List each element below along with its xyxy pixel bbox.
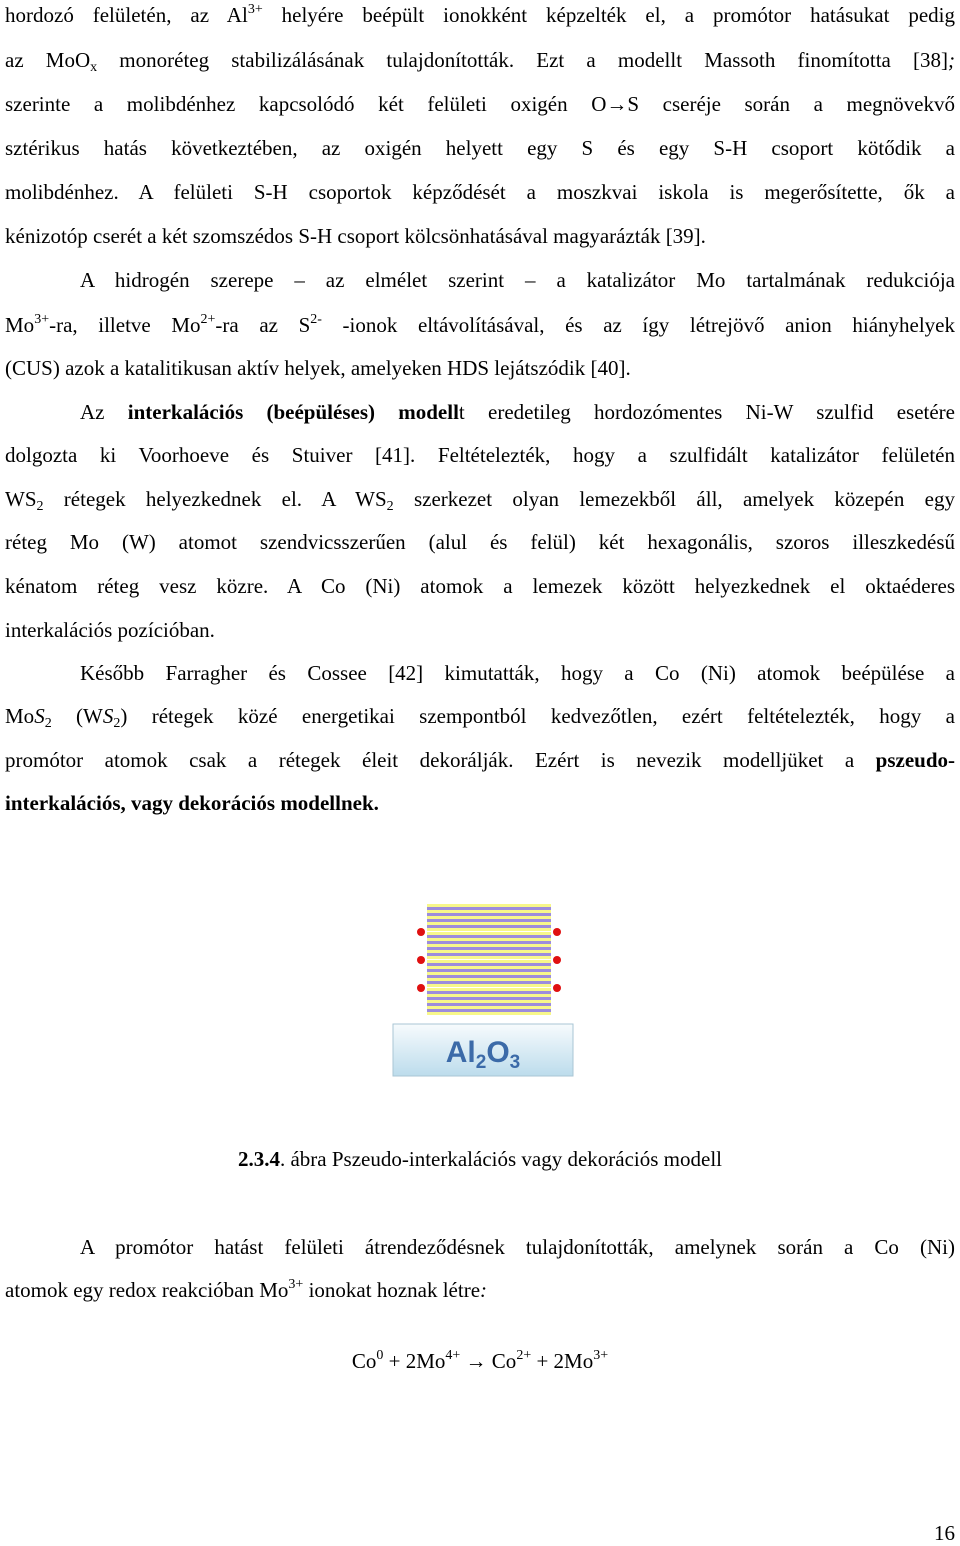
text-line-l02: az MoO$_x$ monoréteg stabilizálásának tulajdonították. Ezt a modellt Massoth finomította [38];: [5, 48, 955, 75]
redox-equation: [0, 1349, 960, 1374]
layer-stripe: [427, 972, 551, 975]
promoter-dot: [417, 928, 425, 936]
text-line-l16: Később Farragher és Cossee [42] kimutatták, hogy a Co (Ni) atomok beépülése a: [80, 661, 955, 685]
layer-stripe: [427, 938, 551, 941]
layer-stripe: [427, 988, 551, 991]
promoter-dot: [553, 928, 561, 936]
layer-stripe: [427, 991, 551, 994]
eq-charge: 0: [376, 1348, 384, 1363]
text-line-l12: $WS_2$ rétegek helyezkednek el. A $WS_2$ szerkezet olyan lemezekből áll, amelyek közepén egy: [5, 487, 955, 514]
layer-stripe: [427, 913, 551, 916]
text-line-l03: szerinte a molibdénhez kapcsolódó két felületi oxigén O→S cseréje során a megnövekvő: [5, 92, 955, 116]
text-line-l04: sztérikus hatás következtében, az oxigén helyett egy S és egy S-H csoport kötődik a: [5, 136, 955, 160]
layer-stripe: [427, 1009, 551, 1012]
layer-stripe: [427, 916, 551, 919]
alumina-label: $Al_2O_3$: [445, 1036, 521, 1073]
layer-stripe: [427, 907, 551, 910]
text-line-l07: A hidrogén szerepe – az elmélet szerint – a katalizátor Mo tartalmának redukciója: [80, 268, 955, 292]
layer-stripe: [427, 969, 551, 972]
layer-stripe: [427, 978, 551, 981]
text-line-l05: molibdénhez. A felületi S-H csoportok képződését a moszkvai iskola is megerősítette, ők a: [5, 180, 955, 204]
text-line-l11: dolgozta ki Voorhoeve és Stuiver [41]. Feltételezték, hogy a szulfidált katalizátor felületén: [5, 443, 955, 467]
eq-charge: 3+: [593, 1348, 609, 1363]
eq-molybdenum: + 2Mo: [383, 1349, 446, 1373]
layer-stripe: [427, 935, 551, 938]
text-line-l21: atomok egy redox reakcióban $Mo^{3+}$ ionokat hoznak létre:: [5, 1277, 488, 1302]
layer-stripe: [427, 963, 551, 966]
layer-stripe: [427, 925, 551, 928]
layer-stripe: [427, 956, 551, 959]
layer-stripe: [427, 904, 551, 907]
layer-stripe: [427, 984, 551, 987]
layer-stripe: [427, 997, 551, 1000]
mos2-layer-stack: [427, 904, 551, 1015]
layer-stripe: [427, 1012, 551, 1015]
eq-charge: 4+: [445, 1348, 461, 1363]
layer-stripe: [427, 1006, 551, 1009]
layer-stripe: [427, 910, 551, 913]
page-number: 16: [934, 1521, 955, 1545]
eq-molybdenum: + 2Mo: [531, 1349, 594, 1373]
text-line-l18: promótor atomok csak a rétegek éleit dekorálják. Ezért is nevezik modelljüket a pszeudo-: [5, 748, 955, 772]
text-line-l20: A promótor hatást felületi átrendeződésnek tulajdonították, amelynek során a Co (Ni): [80, 1235, 955, 1259]
pseudo-intercalation-figure: [385, 900, 585, 1090]
text-line-l01: hordozó felületén, az $Al^{3+}$ helyére beépült ionokként képzelték el, a promótor hatásukat pedig: [5, 2, 955, 27]
text-line-l14: kénatom réteg vesz közre. A Co (Ni) atomok a lemezek között helyezkednek el oktaéderes: [5, 574, 955, 598]
layer-stripe: [427, 947, 551, 950]
layer-stripe: [427, 966, 551, 969]
text-line-l06: kénizotóp cserét a két szomszédos S-H csoport kölcsönhatásával magyarázták [39].: [5, 224, 706, 248]
eq-cobalt: Co: [351, 1349, 377, 1373]
promoter-dot: [553, 984, 561, 992]
eq-cobalt: → Co: [460, 1349, 517, 1373]
layer-stripe: [427, 941, 551, 944]
layer-stripe: [427, 1000, 551, 1003]
promoter-dot: [553, 956, 561, 964]
layer-stripe: [427, 981, 551, 984]
text-line-l09: (CUS) azok a katalitikusan aktív helyek, amelyeken HDS lejátszódik [40].: [5, 356, 631, 380]
figure-number: 2.3.4: [237, 1147, 280, 1171]
text-line-l08: $Mo^{3+}-ra$, illetve $Mo^{2+}-ra$ az $S^{2-}$ -ionok eltávolításával, és az így létrejövő anion hiányhelyek: [5, 312, 955, 337]
layer-stripe: [427, 994, 551, 997]
layer-stripe: [427, 919, 551, 922]
text-line-l13: réteg Mo (W) atomot szendvicsszerűen (alul és felül) két hexagonális, szoros illeszkedésű: [5, 530, 955, 554]
layer-stripe: [427, 960, 551, 963]
figure-title: . ábra Pszeudo-interkalációs vagy dekorációs modell: [279, 1147, 722, 1171]
layer-stripe: [427, 953, 551, 956]
layer-stripe: [427, 928, 551, 931]
layer-stripe: [427, 932, 551, 935]
text-line-l17: MoS$_2$ $(WS_2)$ rétegek közé energetikai szempontból kedvezőtlen, ezért feltételezték, hogy a: [5, 704, 955, 731]
layer-stripe: [427, 950, 551, 953]
promoter-dot: [417, 956, 425, 964]
layer-stripe: [427, 922, 551, 925]
text-line-l15: interkalációs pozícióban.: [5, 618, 215, 642]
layer-stripe: [427, 944, 551, 947]
figure-caption: [0, 1147, 960, 1172]
text-line-l19: interkalációs, vagy dekorációs modellnek.: [5, 791, 379, 815]
text-line-l10: Az interkalációs (beépüléses) modellt eredetileg hordozómentes Ni-W szulfid esetére: [80, 400, 955, 424]
promoter-dot: [417, 984, 425, 992]
layer-stripe: [427, 975, 551, 978]
layer-stripe: [427, 1003, 551, 1006]
eq-charge: 2+: [516, 1348, 532, 1363]
